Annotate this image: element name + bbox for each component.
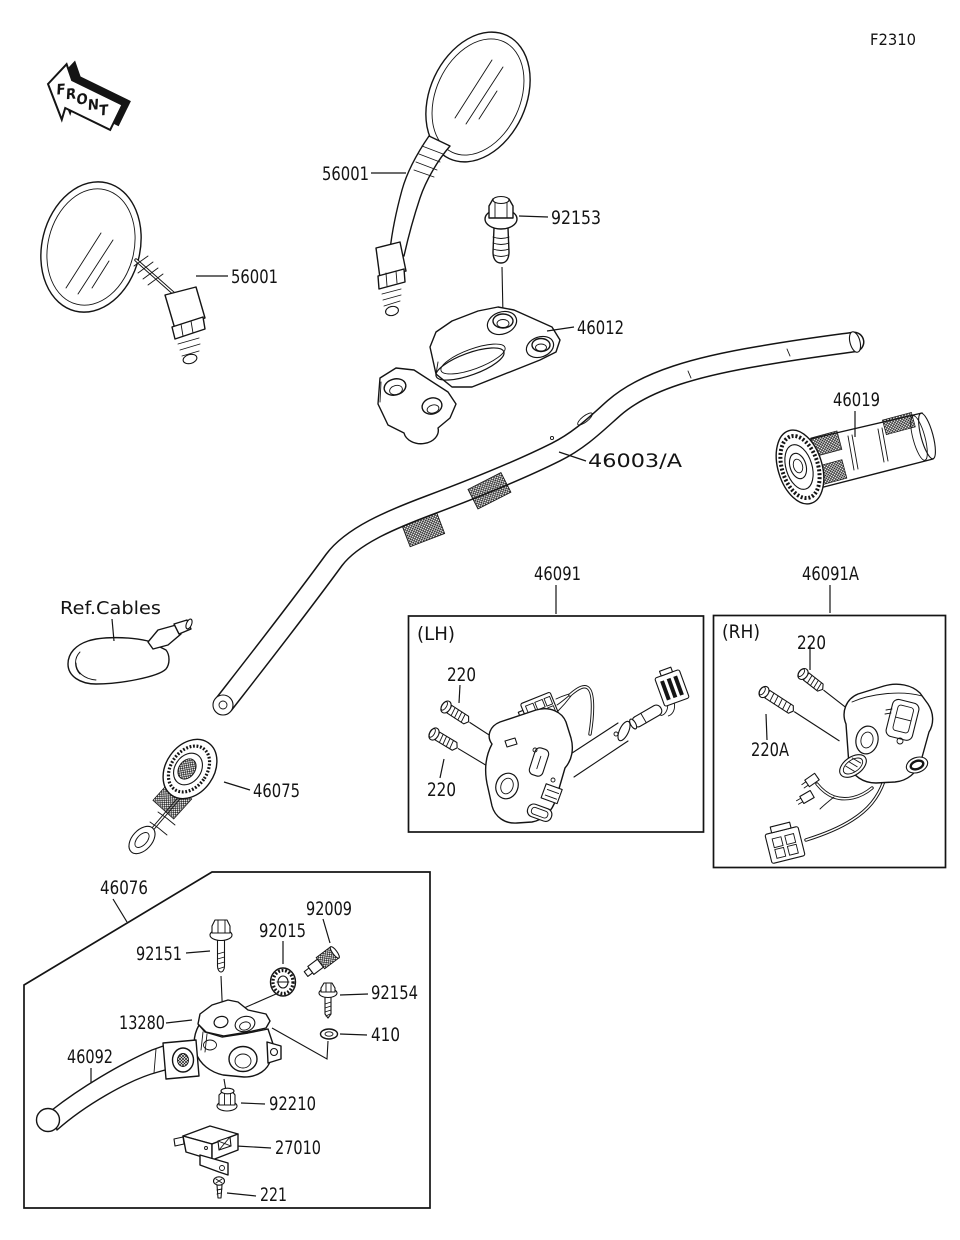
label-switch-rh: 46091A: [802, 563, 859, 585]
screw-rh-lower: [757, 685, 843, 747]
label-wheel-adjuster: 92015: [259, 920, 306, 942]
holder-13280: [194, 1000, 281, 1077]
grip-throttle-46019: [768, 411, 939, 510]
mirror-left: [27, 171, 228, 365]
harness-sleeve: [628, 703, 663, 730]
label-switch-clutch: 27010: [275, 1137, 321, 1159]
wire-terminal: [801, 773, 820, 789]
label-screw-switch: 221: [260, 1184, 287, 1206]
lever-46092: [37, 1040, 200, 1132]
screw-rh-upper: [796, 667, 853, 715]
bolt-92153: [485, 197, 548, 317]
rh-switch-box: [714, 585, 946, 868]
label-screw-lh-lower: 220: [427, 779, 456, 801]
label-bolt-holder: 92153: [551, 207, 601, 229]
label-washer: 410: [371, 1024, 400, 1046]
nut-92210: [217, 1088, 237, 1111]
label-grip-throttle: 46019: [833, 389, 880, 411]
label-mirror-left: 56001: [231, 266, 278, 288]
front-arrow: [37, 54, 137, 143]
label-bolt-small: 92154: [371, 982, 418, 1004]
screw-221: [214, 1177, 225, 1198]
front-arrow-label: FRONT: [56, 80, 112, 120]
label-holder-lever: 13280: [119, 1012, 165, 1034]
washer-410: [321, 1029, 338, 1039]
adjuster-wheel-92015: [271, 968, 296, 996]
label-screw-lh-upper: 220: [447, 664, 476, 686]
label-ref-cables: Ref.Cables: [60, 598, 161, 619]
caption-lh: (LH): [417, 623, 455, 645]
mirror-center: [371, 15, 550, 317]
page-code: F2310: [870, 30, 916, 49]
grip-left-46075: [124, 729, 250, 859]
label-lever: 46092: [67, 1046, 113, 1068]
handlebar-46003: [213, 331, 863, 715]
bolt-92151: [210, 920, 232, 972]
bolt-92154: [319, 983, 337, 1018]
label-switch-lh: 46091: [534, 563, 581, 585]
switch-housing-rh: [836, 684, 933, 783]
label-lever-assy: 46076: [100, 877, 148, 899]
lever-assy-box: [24, 872, 430, 1208]
label-mirror-center: 56001: [322, 163, 369, 185]
label-bolt-lever: 92151: [136, 943, 182, 965]
handlebar-left-end: [213, 695, 233, 715]
switch-housing-lh: [486, 709, 573, 823]
label-screw-rh-lower: 220A: [751, 739, 789, 761]
wire-fan: [556, 694, 571, 711]
label-grip-left: 46075: [253, 780, 300, 802]
holder-46012: [378, 307, 574, 444]
switch-27010: [174, 1126, 238, 1175]
ref-cables-boot: [68, 618, 193, 684]
label-nut: 92210: [269, 1093, 316, 1115]
label-screw-rh-upper: 220: [797, 632, 826, 654]
label-handlebar: 46003/A: [588, 450, 682, 472]
adjuster-92009: [302, 945, 341, 979]
wire-terminal: [795, 791, 814, 806]
connector-4pin: [763, 821, 805, 864]
label-holder-handle: 46012: [577, 317, 624, 339]
label-adjuster: 92009: [306, 898, 352, 920]
caption-rh: (RH): [722, 621, 760, 643]
